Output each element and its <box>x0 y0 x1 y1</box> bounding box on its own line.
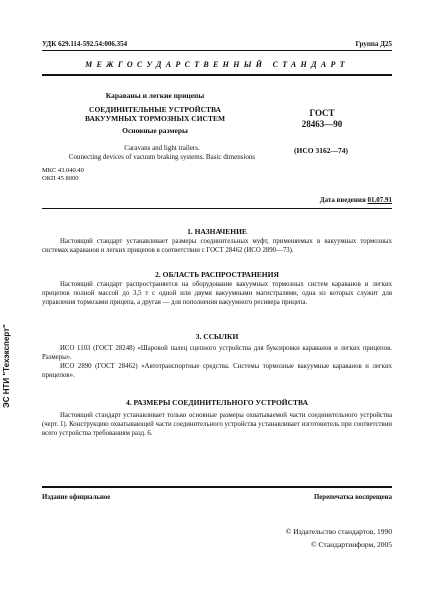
section-1-heading: 1. НАЗНАЧЕНИЕ <box>187 227 247 236</box>
mks-code: МКС 43.040.40 <box>42 167 84 174</box>
iso-reference: (ИСО 3162—74) <box>294 146 348 155</box>
standard-title-line-1: СОЕДИНИТЕЛЬНЫЕ УСТРОЙСТВА <box>89 105 221 114</box>
standard-subtitle: Основные размеры <box>122 126 188 135</box>
reprint-prohibited: Перепечатка воспрещена <box>314 494 392 501</box>
section-3-reference-2: ИСО 2890 (ГОСТ 28462) «Автотранспортные средства. Системы тормозные вакуумные караванов и легких прицепов». <box>42 363 392 379</box>
effective-date-value: 01.07.91 <box>367 196 392 204</box>
official-edition: Издание официальное <box>42 494 111 501</box>
group-code: Группа Д25 <box>355 40 392 48</box>
section-4-heading: 4. РАЗМЕРЫ СОЕДИНИТЕЛЬНОГО УСТРОЙСТВА <box>125 398 309 407</box>
footer-rule <box>42 486 392 488</box>
effective-date <box>320 196 392 204</box>
effective-date-label: Дата введения <box>319 196 366 204</box>
section-1-text: Настоящий стандарт устанавливает размеры соединительных муфт, применяемых в вакуумных тормозных системах караванов и легких прицепов в соответствии с ГОСТ 28462 (ИСО 2890—73). <box>42 238 392 254</box>
standard-title <box>70 105 240 123</box>
gost-label: ГОСТ <box>309 108 335 118</box>
top-rule <box>42 50 392 51</box>
copyright-publisher: © Издательство стандартов, 1990 <box>285 527 392 536</box>
section-3-heading: 3. ССЫЛКИ <box>195 332 239 341</box>
okp-code: ОКП 45 8000 <box>42 175 79 182</box>
classification-codes <box>42 167 84 183</box>
english-title-line-2: Connecting devices of vacuum braking systems. Basic dimensions <box>68 153 256 161</box>
interstate-standard-banner: МЕЖГОСУДАРСТВЕННЫЙ СТАНДАРТ <box>85 60 349 69</box>
section-2-heading: 2. ОБЛАСТЬ РАСПРОСТРАНЕНИЯ <box>155 270 279 279</box>
standard-category: Караваны и легкие прицепы <box>105 91 205 100</box>
header-bottom-rule <box>42 208 392 209</box>
banner-rule <box>42 74 392 76</box>
english-title-line-1: Caravans and light trailers. <box>124 144 200 152</box>
section-3-reference-1: ИСО 1103 (ГОСТ 28248) «Шаровой палец сцепного устройства для буксировки караванов и легких прицепов. Размеры». <box>42 345 392 361</box>
standard-title-line-2: ВАКУУМНЫХ ТОРМОЗНЫХ СИСТЕМ <box>84 114 226 123</box>
section-2-text: Настоящий стандарт распространяется на оборудование вакуумных тормозных систем караванов и легких прицепов полной массой до 3,5 т с одной или двумя вакуумными магистралями, одна из которых служит для управления тормозами прицепа, а другая — для пополнения вакуумного ресивера прицепа. <box>42 281 392 306</box>
section-4-text: Настоящий стандарт устанавливает только основные размеры охватываемой части соединительного устройства (черт. 1). Конструкцию охватывающей части соединительного устройства устанавливает изготовитель при соответствии всего устройства требованиям разд. 6. <box>42 412 392 437</box>
english-title <box>42 144 282 162</box>
gost-designation <box>292 108 352 130</box>
side-watermark-stamp: ЭС НТИ "Техэксперт" <box>2 324 11 408</box>
gost-number: 28463—90 <box>301 119 343 129</box>
udc-code: УДК 629.114-592.54:006.354 <box>42 40 128 48</box>
copyright-standartinform: © Стандартинформ, 2005 <box>310 540 392 549</box>
